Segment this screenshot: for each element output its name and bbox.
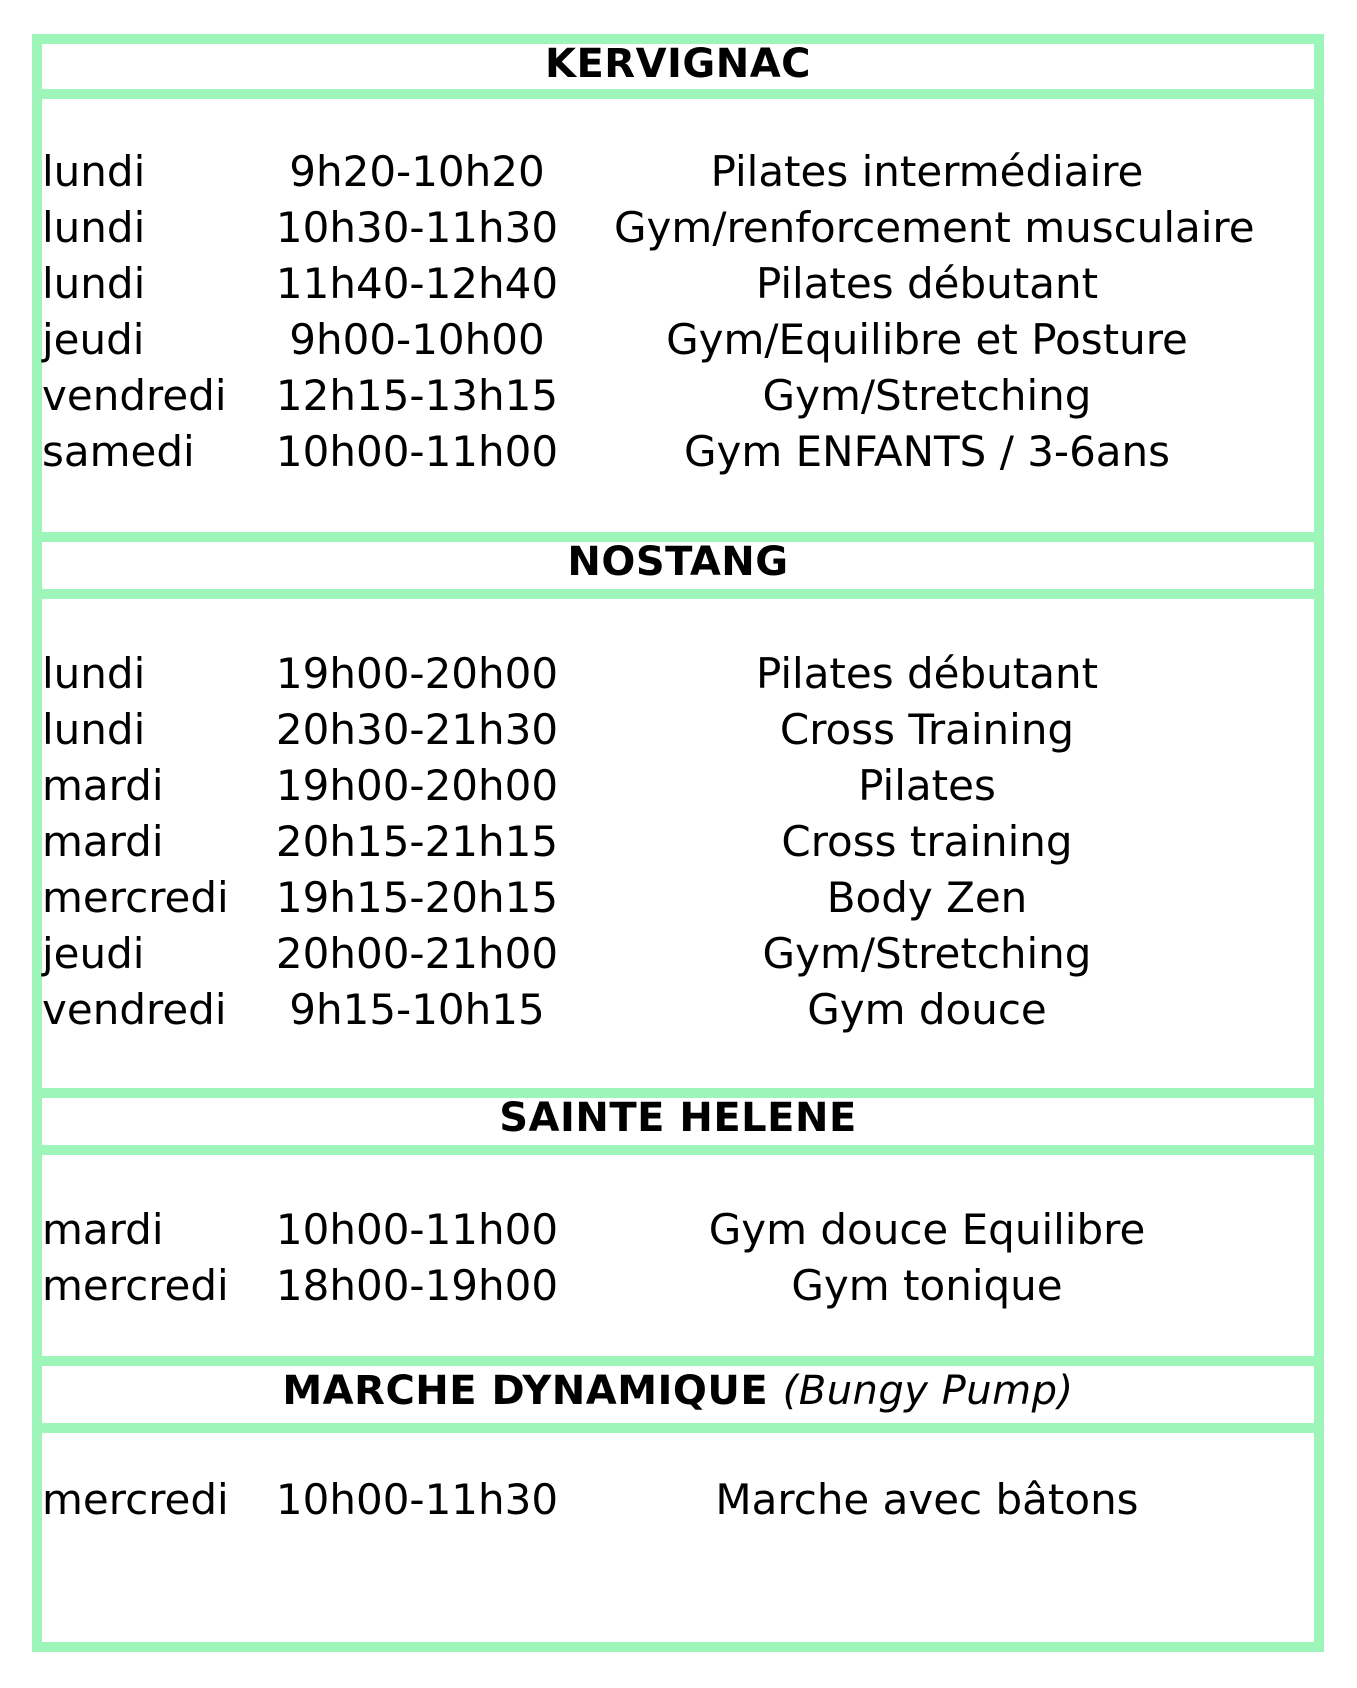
schedule-row — [42, 310, 1314, 370]
activity: Pilates débutant — [755, 259, 1099, 308]
section-title-kervignac — [42, 39, 1314, 89]
day: jeudi — [42, 315, 145, 364]
day: mercredi — [42, 1475, 229, 1524]
time: 19h15-20h15 — [275, 873, 559, 922]
schedule-row — [42, 868, 1314, 928]
divider — [32, 89, 1324, 99]
divider — [32, 589, 1324, 599]
time: 19h00-20h00 — [275, 649, 559, 698]
activity: Marche avec bâtons — [715, 1475, 1139, 1524]
section-subtitle: (Bungy Pump) — [782, 1368, 1074, 1414]
time: 11h40-12h40 — [275, 259, 559, 308]
activity: Gym/renforcement musculaire — [614, 203, 1255, 252]
day: vendredi — [42, 371, 227, 420]
time: 19h00-20h00 — [275, 761, 559, 810]
day: lundi — [42, 147, 146, 196]
section-title-sainte-helene — [42, 1093, 1314, 1143]
activity: Gym/Stretching — [762, 371, 1092, 420]
day: samedi — [42, 427, 195, 476]
activity: Gym ENFANTS / 3-6ans — [683, 427, 1171, 476]
activity: Gym/Equilibre et Posture — [666, 315, 1188, 364]
time: 10h30-11h30 — [275, 203, 559, 252]
schedule-row — [42, 1470, 1314, 1530]
day: lundi — [42, 705, 146, 754]
day: mardi — [42, 761, 164, 810]
schedule-row — [42, 1200, 1314, 1260]
time: 10h00-11h00 — [275, 1205, 559, 1254]
divider — [32, 1356, 1324, 1366]
day: mercredi — [42, 1261, 229, 1310]
time: 9h00-10h00 — [289, 315, 545, 364]
schedule-row — [42, 756, 1314, 816]
day: vendredi — [42, 985, 227, 1034]
activity: Cross Training — [779, 705, 1075, 754]
activity: Cross training — [781, 817, 1073, 866]
schedule-row — [42, 142, 1314, 202]
schedule-row — [42, 254, 1314, 314]
divider — [32, 1642, 1324, 1652]
time: 12h15-13h15 — [275, 371, 559, 420]
time: 20h30-21h30 — [275, 705, 559, 754]
schedule-row — [42, 924, 1314, 984]
time: 9h15-10h15 — [289, 985, 545, 1034]
divider — [32, 1145, 1324, 1155]
day: mardi — [42, 817, 164, 866]
schedule-row — [42, 980, 1314, 1040]
section-title: SAINTE HELENE — [499, 1095, 857, 1141]
time: 10h00-11h00 — [275, 427, 559, 476]
activity: Gym douce Equilibre — [708, 1205, 1146, 1254]
activity: Gym douce — [807, 985, 1047, 1034]
activity: Body Zen — [826, 873, 1028, 922]
activity: Pilates — [858, 761, 996, 810]
section-title: NOSTANG — [567, 539, 789, 585]
section-title: MARCHE DYNAMIQUE — [282, 1368, 769, 1414]
day: jeudi — [42, 929, 145, 978]
divider — [32, 1423, 1324, 1433]
section-title-marche-dynamique — [42, 1366, 1314, 1416]
activity: Gym/Stretching — [762, 929, 1092, 978]
schedule-row — [42, 644, 1314, 704]
section-title-nostang — [42, 537, 1314, 587]
time: 9h20-10h20 — [289, 147, 545, 196]
schedule-row — [42, 366, 1314, 426]
day: lundi — [42, 649, 146, 698]
schedule-row — [42, 198, 1314, 258]
time: 18h00-19h00 — [275, 1261, 559, 1310]
schedule-row — [42, 422, 1314, 482]
activity: Pilates intermédiaire — [710, 147, 1144, 196]
day: mercredi — [42, 873, 229, 922]
day: lundi — [42, 203, 146, 252]
schedule-row — [42, 812, 1314, 872]
day: mardi — [42, 1205, 164, 1254]
activity: Gym tonique — [791, 1261, 1063, 1310]
schedule-row — [42, 700, 1314, 760]
time: 20h00-21h00 — [275, 929, 559, 978]
time: 20h15-21h15 — [275, 817, 559, 866]
activity: Pilates débutant — [755, 649, 1099, 698]
day: lundi — [42, 259, 146, 308]
time: 10h00-11h30 — [275, 1475, 559, 1524]
schedule-row — [42, 1256, 1314, 1316]
section-title: KERVIGNAC — [544, 41, 812, 87]
